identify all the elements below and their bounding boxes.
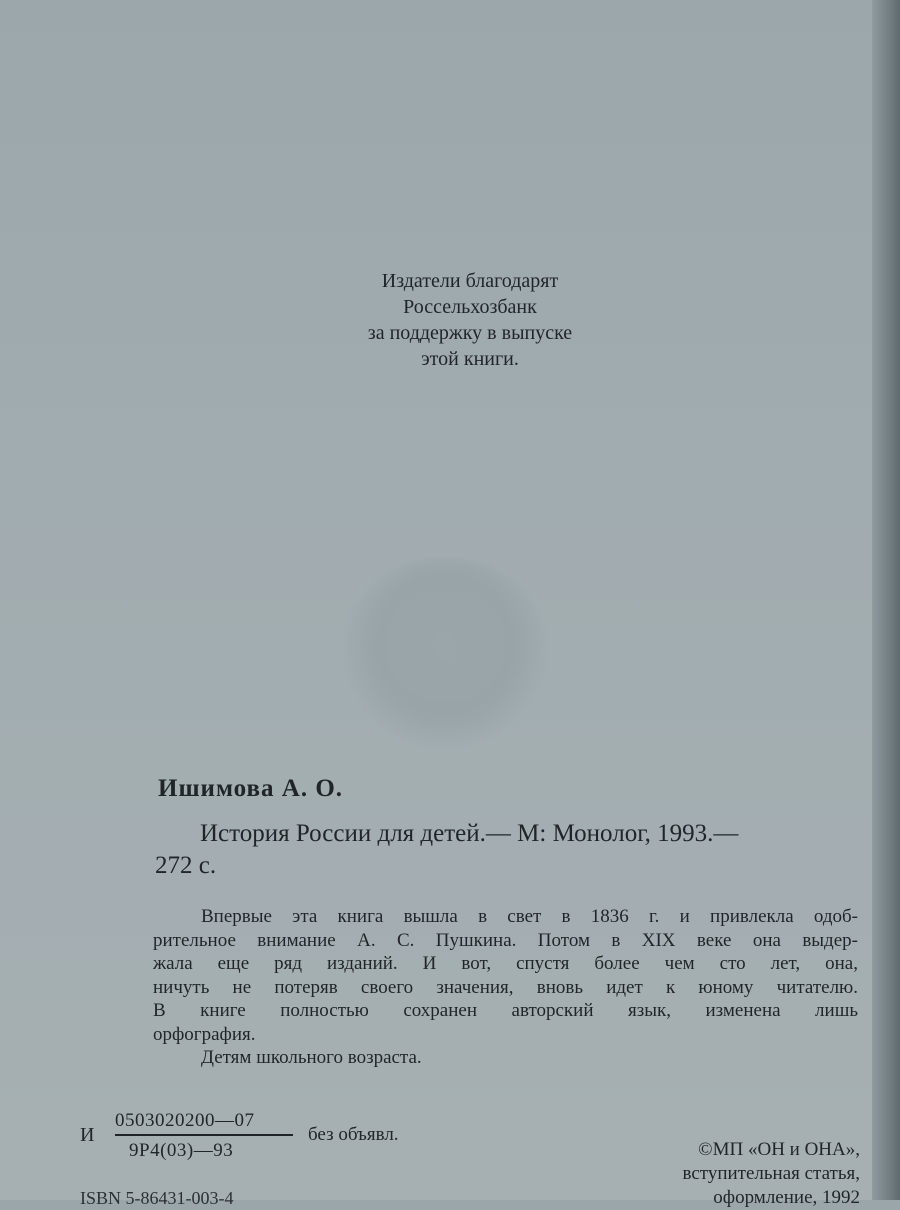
copyright-line: ©МП «ОН и ОНА», [698, 1139, 860, 1160]
annotation-line: В книге полностью сохранен авторский язык, изменена лишь [153, 1000, 858, 1021]
bibliographic-title-line: История России для детей.— М: Монолог, 1993.— [200, 820, 739, 847]
annotation-line: Впервые эта книга вышла в свет в 1836 г. и привлекла одоб- [201, 906, 858, 927]
annotation-line: рительное внимание А. С. Пушкина. Потом в XIX веке она выдер- [153, 929, 858, 951]
fraction-bar [115, 1134, 293, 1136]
acknowledgement-line: за поддержку в выпуске [367, 322, 573, 344]
author-heading: Ишимова А. О. [158, 775, 344, 802]
acknowledgement-line: этой книги. [421, 348, 519, 370]
bleed-through-title [110, 30, 830, 110]
copyright-line: оформление, 1992 [713, 1187, 860, 1208]
index-fraction [115, 1110, 295, 1162]
bleed-through-emblem [345, 560, 545, 750]
isbn-line: ISBN 5-86431-003-4 [80, 1188, 234, 1208]
bibliographic-pages-line: 272 с. [155, 852, 217, 879]
audience-line: Детям школьного возраста. [201, 1047, 422, 1068]
page-edge-shadow [872, 0, 900, 1200]
annotation-line: жала еще ряд изданий. И вот, спустя более чем сто лет, она, [153, 953, 858, 974]
price-note: без объявл. [308, 1124, 399, 1145]
annotation-line: ничуть не потеряв своего значения, вновь идет к юному читателю. [153, 976, 858, 998]
annotation-line: орфография. [153, 1023, 256, 1045]
copyright-line: вступительная статья, [682, 1163, 860, 1184]
index-letter: И [80, 1124, 95, 1146]
bibliographic-record [155, 818, 855, 882]
copyright-block [610, 1138, 860, 1210]
acknowledgement-block [300, 268, 640, 372]
acknowledgement-line: Издатели благодарят [381, 270, 559, 292]
annotation-paragraph [153, 905, 858, 1070]
index-numerator: 0503020200—07 [115, 1110, 255, 1131]
index-denominator: 9Р4(03)—93 [129, 1140, 234, 1161]
acknowledgement-line: Россельхозбанк [403, 296, 537, 318]
